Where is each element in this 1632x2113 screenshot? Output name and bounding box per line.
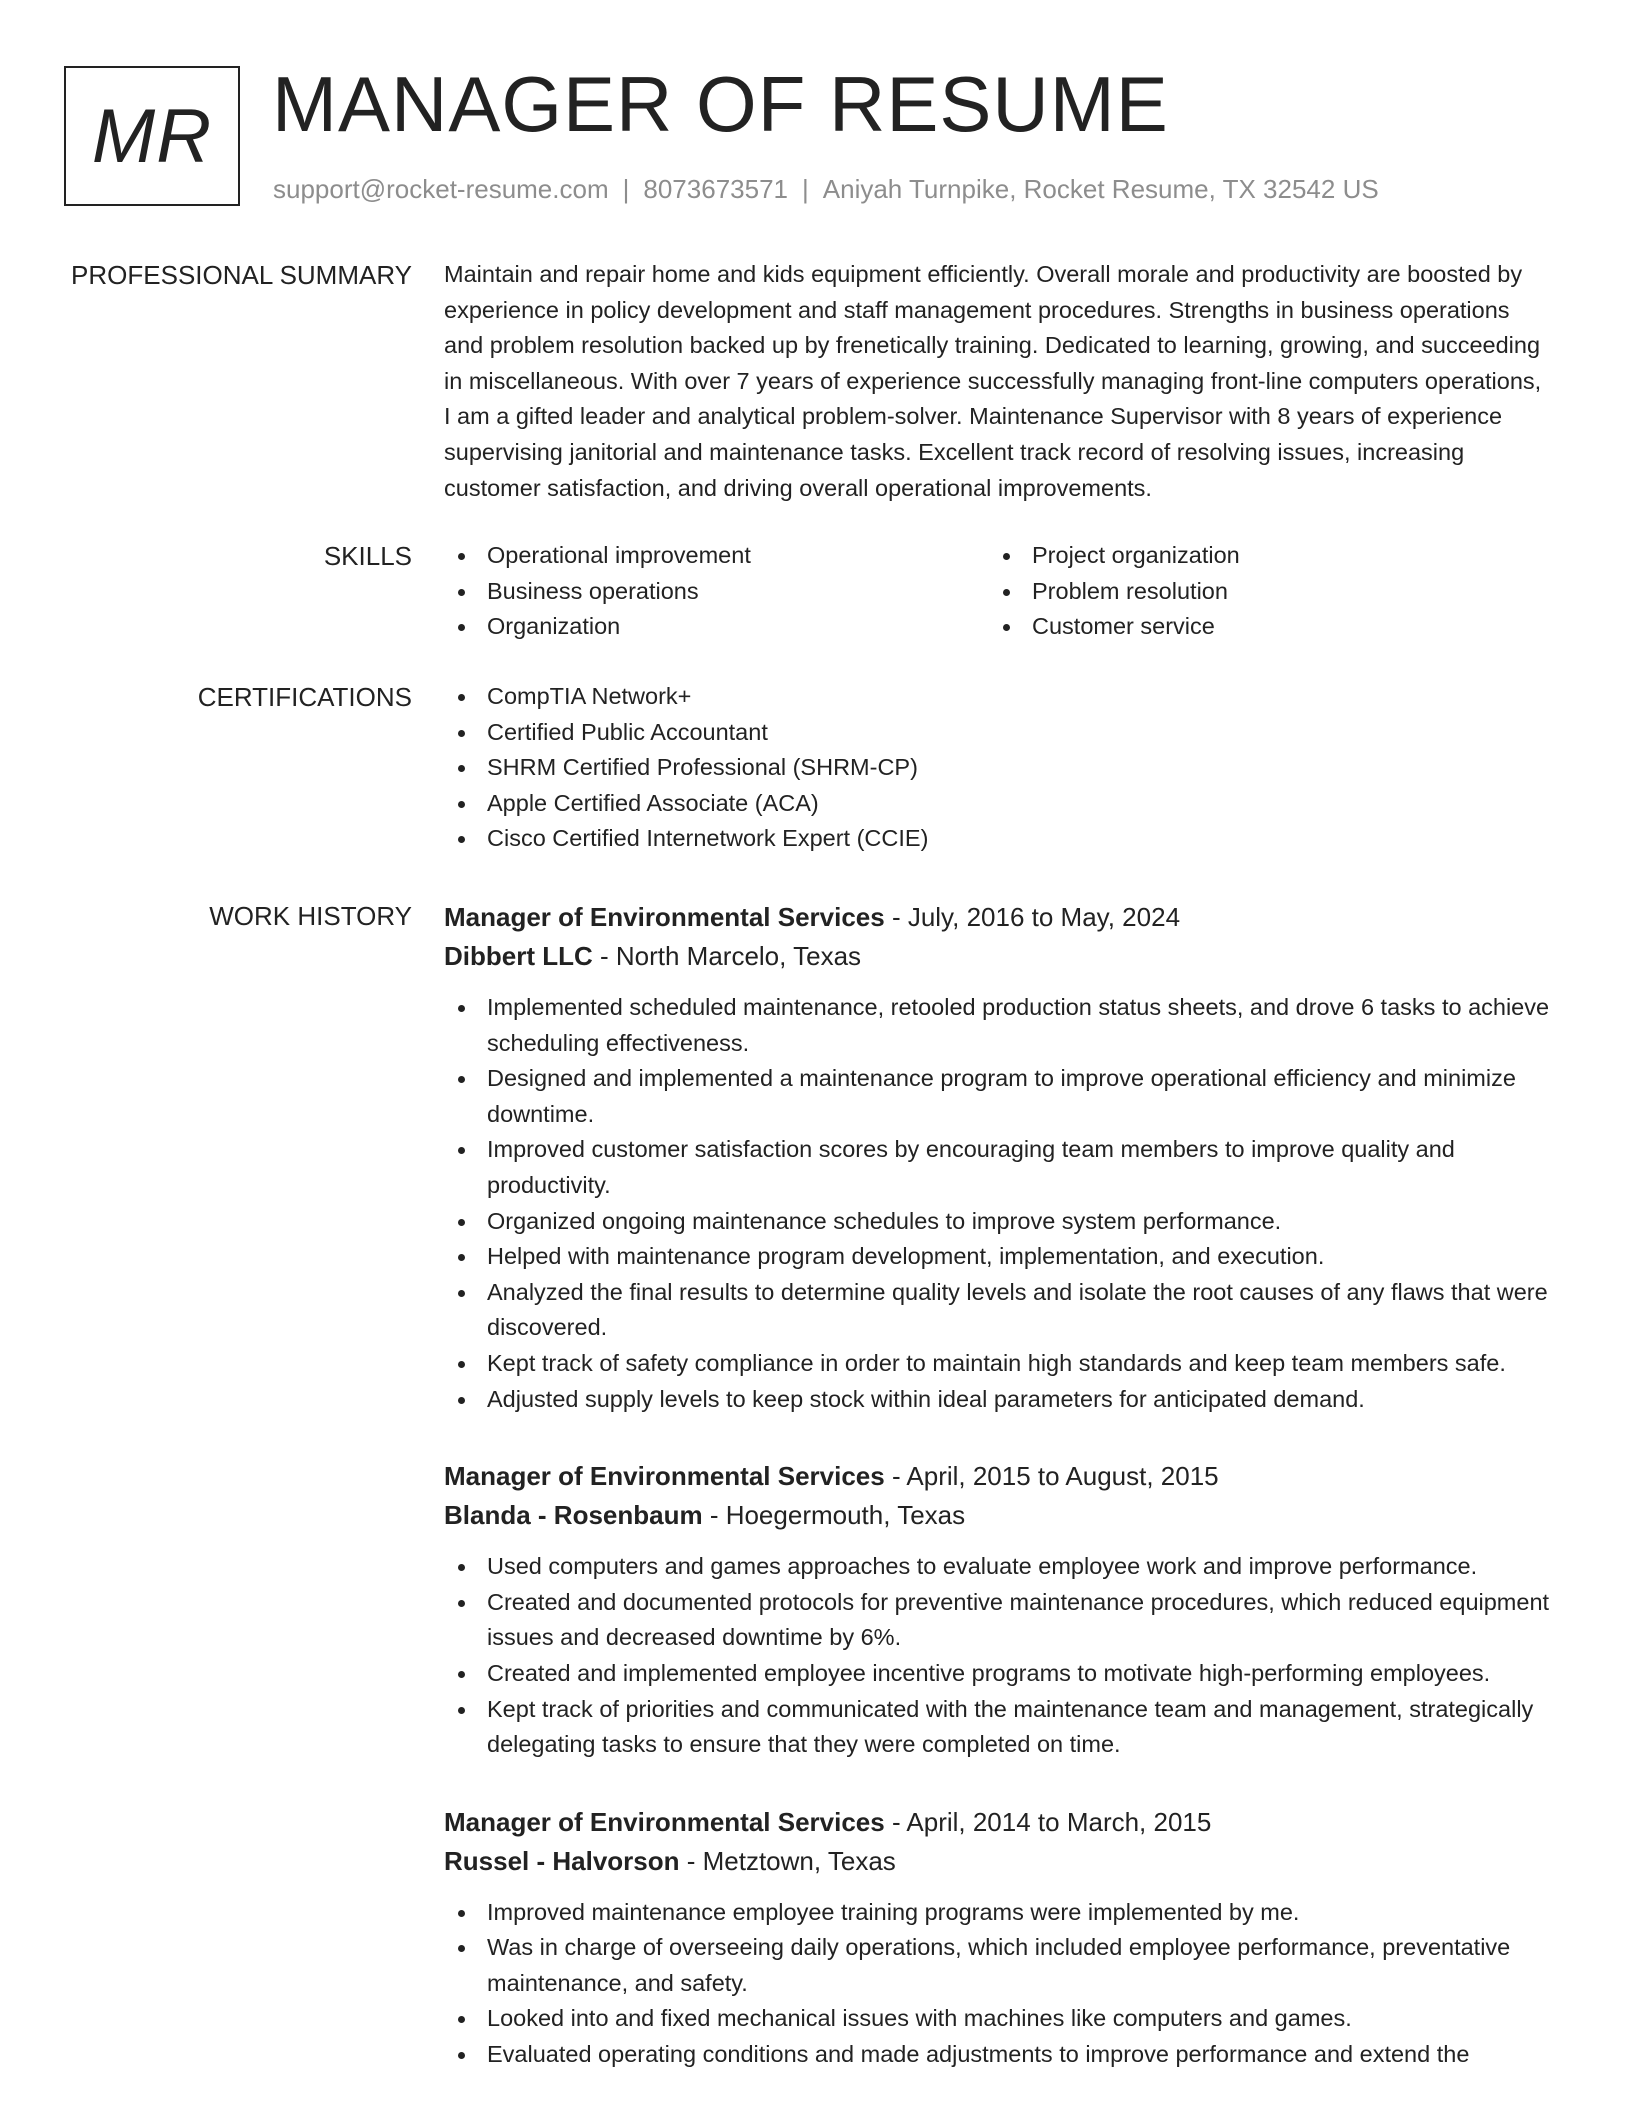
job-role: Manager of Environmental Services	[444, 1461, 885, 1492]
skill-item: Problem resolution	[989, 574, 1534, 610]
job-bullet: Kept track of safety compliance in order to maintain high standards and keep team members safe.	[444, 1346, 1554, 1382]
job-bullet: Organized ongoing maintenance schedules to improve system performance.	[444, 1204, 1554, 1240]
job-bullet: Kept track of priorities and communicated with the maintenance team and management, strategically delegating tasks to ensure that they were completed on time.	[444, 1692, 1554, 1763]
skill-item: Organization	[444, 609, 989, 645]
job-company-line	[444, 1496, 1554, 1535]
skill-item: Customer service	[989, 609, 1534, 645]
job-dates: - April, 2015 to August, 2015	[884, 1461, 1219, 1492]
job-bullet: Implemented scheduled maintenance, retooled production status sheets, and drove 6 tasks to achieve scheduling effectiveness.	[444, 990, 1554, 1061]
certifications-list	[444, 679, 1554, 857]
summary-heading: PROFESSIONAL SUMMARY	[71, 260, 412, 290]
job-bullet: Created and implemented employee incentive programs to motivate high-performing employees.	[444, 1656, 1554, 1692]
skills-heading: SKILLS	[323, 541, 412, 571]
monogram-logo: MR	[64, 66, 240, 206]
job-company-line	[444, 937, 1554, 976]
job-company: Russel - Halvorson	[444, 1845, 680, 1876]
contact-phone[interactable]: 8073673571	[643, 174, 788, 204]
skills-column-right	[989, 538, 1534, 645]
job-title-line	[444, 1457, 1554, 1496]
skills-grid	[444, 538, 1554, 645]
job-role: Manager of Environmental Services	[444, 902, 885, 932]
skill-item: Operational improvement	[444, 538, 989, 574]
job-company: Blanda - Rosenbaum	[444, 1500, 703, 1531]
contact-address: Aniyah Turnpike, Rocket Resume, TX 32542 US	[822, 174, 1379, 204]
job-bullet: Helped with maintenance program development, implementation, and execution.	[444, 1239, 1554, 1275]
page-title: MANAGER OF RESUME	[272, 60, 1169, 148]
contact-separator: |	[622, 174, 630, 204]
skills-column-left	[444, 538, 989, 645]
job-company-line	[444, 1842, 1554, 1881]
job-bullet: Looked into and fixed mechanical issues with machines like computers and games.	[444, 2001, 1554, 2037]
job-dates: - July, 2016 to May, 2024	[884, 902, 1181, 932]
job-entry	[444, 898, 1554, 1417]
job-bullet: Was in charge of overseeing daily operations, which included employee performance, preventative maintenance, and safety.	[444, 1930, 1554, 2001]
job-role: Manager of Environmental Services	[444, 1806, 885, 1837]
job-bullet: Created and documented protocols for preventive maintenance procedures, which reduced equipment issues and decreased downtime by 6%.	[444, 1585, 1554, 1656]
job-bullet: Analyzed the final results to determine quality levels and isolate the root causes of any flaws that were discovered.	[444, 1275, 1554, 1346]
certification-item: CompTIA Network+	[444, 679, 1554, 715]
contact-separator: |	[802, 174, 809, 204]
work-history-heading: WORK HISTORY	[209, 901, 412, 931]
job-title-line	[444, 898, 1554, 937]
skill-item: Business operations	[444, 574, 989, 610]
job-bullet: Used computers and games approaches to evaluate employee work and improve performance.	[444, 1549, 1554, 1585]
job-bullet: Evaluated operating conditions and made adjustments to improve performance and extend the	[444, 2037, 1554, 2073]
job-location: - North Marcelo, Texas	[592, 941, 862, 971]
job-bullet: Improved maintenance employee training programs were implemented by me.	[444, 1895, 1554, 1931]
job-entry	[444, 1457, 1554, 1763]
job-location: - Metztown, Texas	[679, 1845, 896, 1876]
job-title-line	[444, 1803, 1554, 1842]
certification-item: Certified Public Accountant	[444, 715, 1554, 751]
job-bullet: Improved customer satisfaction scores by encouraging team members to improve quality and productivity.	[444, 1132, 1554, 1203]
skill-item: Project organization	[989, 538, 1534, 574]
job-bullets	[444, 1895, 1554, 2073]
certifications-list-wrap	[444, 679, 1554, 857]
job-bullet: Designed and implemented a maintenance program to improve operational efficiency and minimize downtime.	[444, 1061, 1554, 1132]
job-bullets	[444, 990, 1554, 1417]
certifications-heading: CERTIFICATIONS	[197, 682, 412, 712]
contact-email[interactable]: support@rocket-resume.com	[273, 174, 609, 204]
certification-item: SHRM Certified Professional (SHRM-CP)	[444, 750, 1554, 786]
job-dates: - April, 2014 to March, 2015	[884, 1806, 1212, 1837]
job-bullets	[444, 1549, 1554, 1763]
job-bullet: Adjusted supply levels to keep stock within ideal parameters for anticipated demand.	[444, 1382, 1554, 1418]
summary-text: Maintain and repair home and kids equipment efficiently. Overall morale and productivity are boosted by experience in policy development and staff management procedures. Strengths in business operations and problem resolution backed up by frenetically training. Dedicated to learning, growing, and succeeding in miscellaneous. With over 7 years of experience successfully managing front-line computers operations, I am a gifted leader and analytical problem-solver. Maintenance Supervisor with 8 years of experience supervising janitorial and maintenance tasks. Excellent track record of resolving issues, increasing customer satisfaction, and driving overall operational improvements.	[444, 261, 1542, 501]
job-location: - Hoegermouth, Texas	[702, 1500, 966, 1531]
certification-item: Apple Certified Associate (ACA)	[444, 786, 1554, 822]
job-company: Dibbert LLC	[444, 941, 593, 971]
job-entry	[444, 1803, 1554, 2073]
contact-line	[273, 172, 1379, 206]
certification-item: Cisco Certified Internetwork Expert (CCIE)	[444, 821, 1554, 857]
work-history-body	[444, 898, 1554, 2113]
